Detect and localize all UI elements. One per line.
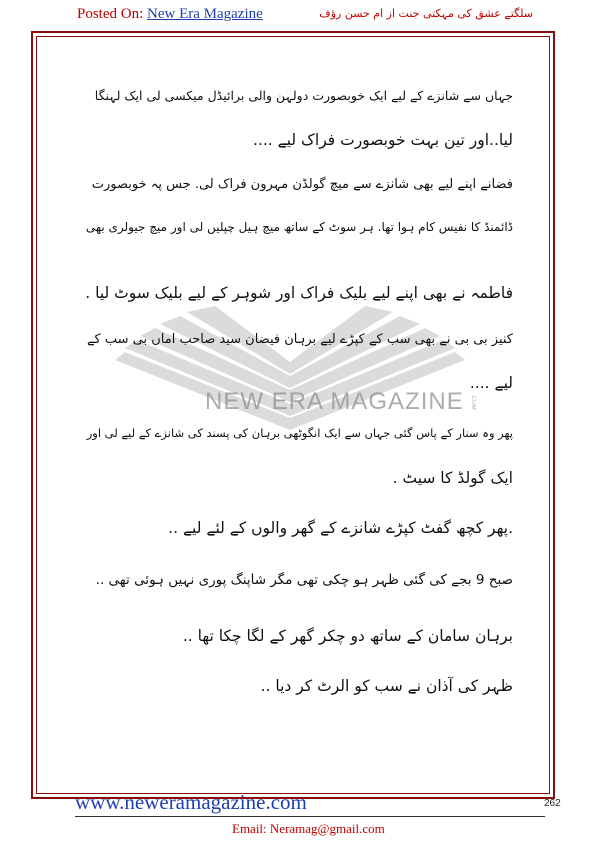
magazine-link[interactable]: New Era Magazine xyxy=(147,6,263,22)
posted-on-label: Posted On: xyxy=(77,6,144,22)
novel-title: سلگتے عشق کی مہکتی جنت از ام حسن رؤف xyxy=(319,7,533,20)
page-number: 262 xyxy=(544,798,561,809)
website-link[interactable]: www.neweramagazine.com xyxy=(75,790,307,814)
body-line-6: کنیز بی بی نے بھی سب کے کپڑے لیے برہان فیضان سید صاحب اماں بی سب کے xyxy=(86,332,513,347)
body-line-13: ظہر کی آذان نے سب کو الرٹ کر دیا .. xyxy=(260,677,513,695)
body-line-1: جہاں سے شانزے کے لیے ایک خوبصورت دولہن والی برائیڈل میکسی لی ایک لہنگا xyxy=(94,88,513,103)
body-line-3: فضانے اپنے لیے بھی شانزے سے میچ گولڈن مہرون فراک لی. جس پہ خوبصورت xyxy=(91,177,513,192)
watermark-text: NEW ERA MAGAZINE xyxy=(205,388,464,415)
watermark-suffix: .COM xyxy=(470,394,476,410)
body-line-2: لیا..اور تین بہت خوبصورت فراک لیے .... xyxy=(253,131,513,149)
footer-email: Email: Neramag@gmail.com xyxy=(232,821,385,836)
body-line-5: فاطمہ نے بھی اپنے لیے بلیک فراک اور شوہر کے لیے بلیک سوٹ لیا . xyxy=(85,284,513,302)
body-line-12: برہان سامان کے ساتھ دو چکر گھر کے لگا چکا تھا .. xyxy=(182,627,513,645)
body-line-4: ڈائمنڈ کا نفیس کام ہوا تھا. ہر سوٹ کے ساتھ میچ ہیل چپلیں لی اور میچ جیولری بھی xyxy=(85,220,513,234)
footer-divider xyxy=(75,816,545,817)
body-line-9: ایک گولڈ کا سیٹ . xyxy=(392,469,513,487)
body-line-7: لیے .... xyxy=(469,374,513,392)
posted-on-header xyxy=(77,6,263,23)
body-line-10: .پھر کچھ گفٹ کپڑے شانزے کے گھر والوں کے لئے لیے .. xyxy=(168,519,513,537)
book-logo-watermark xyxy=(95,300,485,440)
body-line-11: صبح 9 بجے کی گئی ظہر ہو چکی تھی مگر شاپنگ پوری نہیں ہوئی تھی .. xyxy=(95,572,513,588)
body-line-8: پھر وہ سنار کے پاس گئی جہاں سے ایک انگوٹھی برہان کی پسند کی شانزے کے لیے لی اور xyxy=(86,426,513,440)
